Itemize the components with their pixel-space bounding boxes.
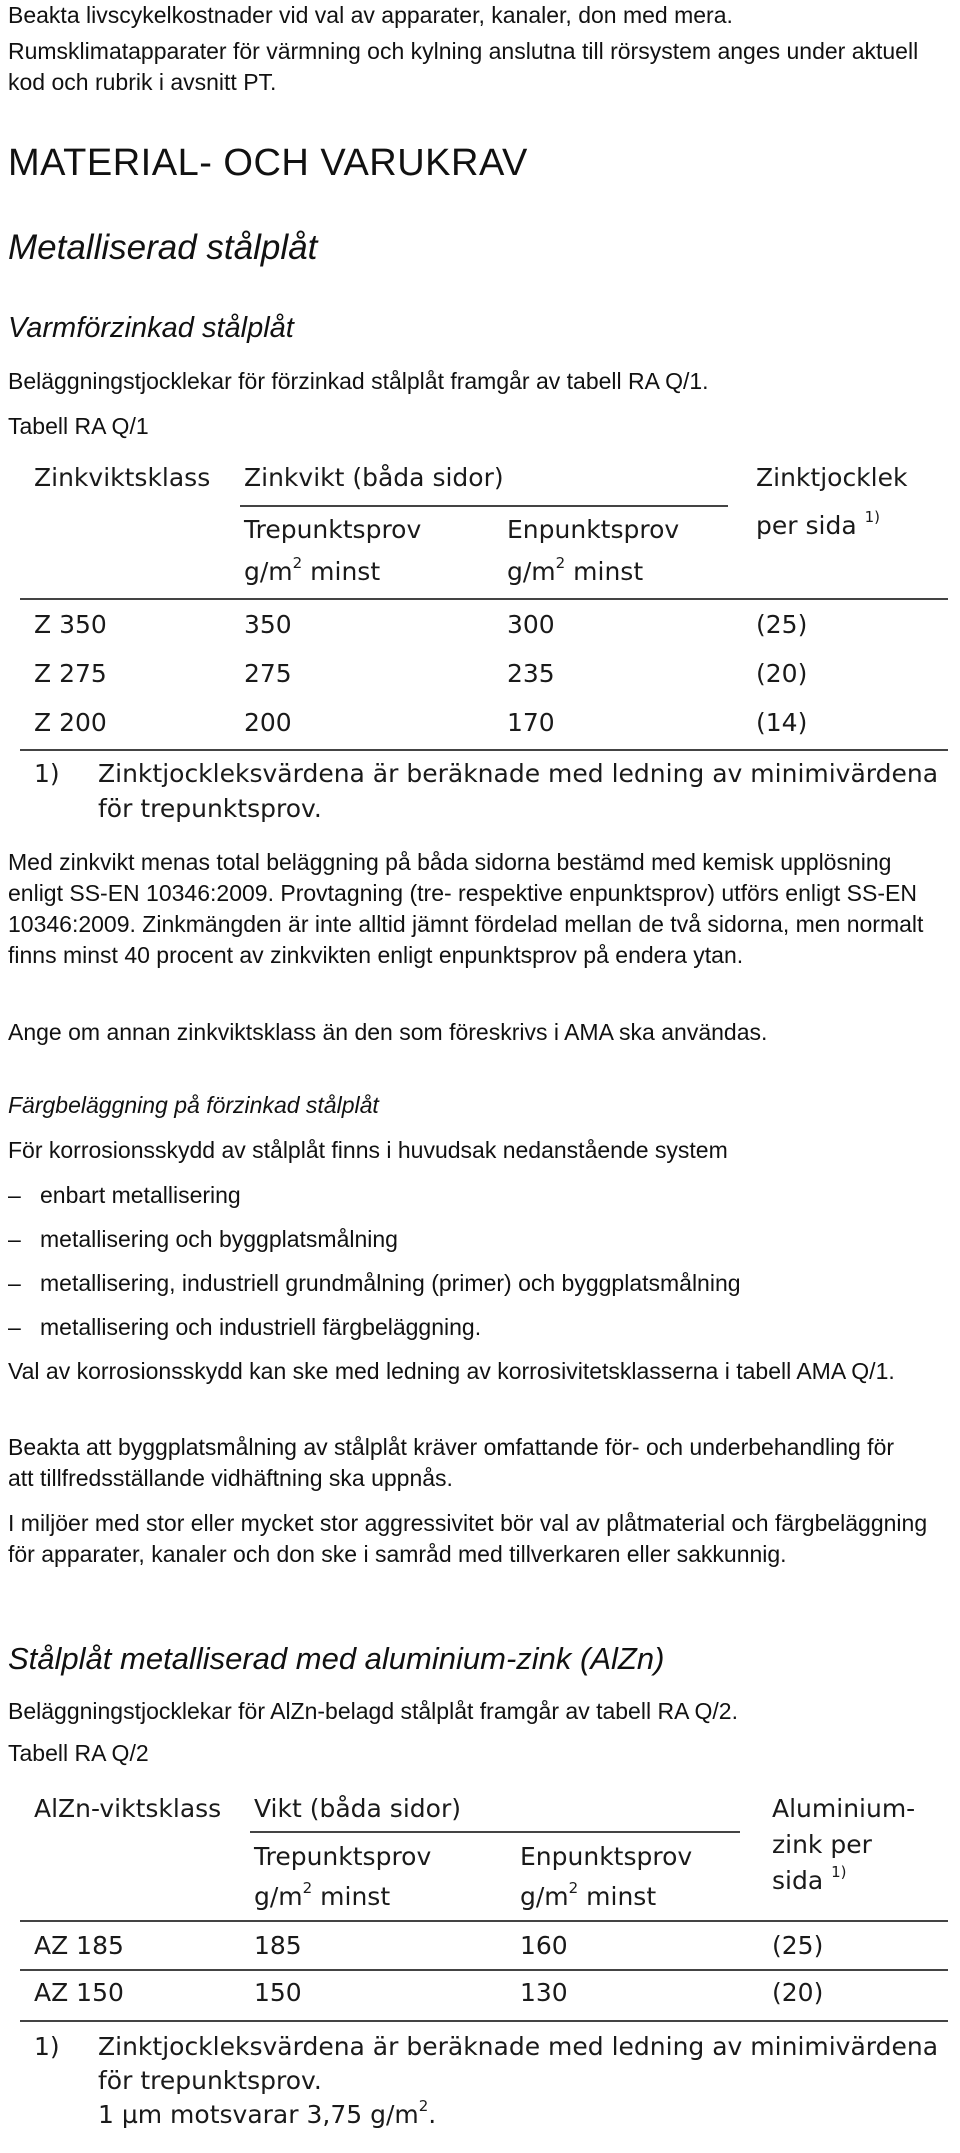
section2-lead: För korrosionsskydd av stålplåt finns i huvudsak nedanstående system — [8, 1137, 728, 1163]
table2-header-thickness-3: sida $^{1)}$ — [772, 1862, 847, 1895]
list-item-text: metallisering och industriell färgbeläggning. — [40, 1314, 482, 1340]
table1-footnote-line-2: för trepunktsprov. — [98, 794, 322, 823]
table2-header-thickness-2: zink per — [772, 1830, 872, 1859]
section1-paragraph-1: Med zinkvikt menas total beläggning på båda sidorna bestämd med kemisk upplösning enligt SS-EN 10346:2009. Provtagning (tre- respektive enpunktsprov) utförs enligt SS-EN 10346:2009. Zinkmängden är inte alltid jämnt fördelad mellan de två sidorna, men normalt finns minst 40 procent av zinkvikten enligt enpunktsprov på endera ytan. — [8, 849, 924, 968]
table-ra-q1 — [20, 455, 950, 835]
table2-row1-thickness: (25) — [772, 1931, 824, 1960]
table1-header-three-point: Trepunktsprov — [244, 515, 422, 544]
corrosion-system-list — [8, 1180, 952, 1343]
table1-unit-one-point: $g/m^2$ minst — [507, 553, 644, 586]
alzn-heading: Stålplåt metalliserad med aluminium-zink (AlZn) — [8, 1641, 665, 1676]
table1-row1-one: 300 — [507, 610, 555, 639]
table2-header-three-point: Trepunktsprov — [254, 1842, 432, 1871]
table1-row2-one: 235 — [507, 659, 555, 688]
table1-unit-three-point: $g/m^2$ minst — [244, 553, 381, 586]
main-heading: MATERIAL- OCH VARUKRAV — [8, 142, 528, 184]
table1-row1-three: 350 — [244, 610, 292, 639]
table2-header-thickness-1: Aluminium- — [772, 1794, 916, 1823]
table2-row2-one: 130 — [520, 1978, 568, 2007]
intro-line-2: Rumsklimatapparater för värmning och kylning anslutna till rörsystem anges under aktuell kod och rubrik i avsnitt PT. — [8, 38, 919, 95]
table2-row1-three: 185 — [254, 1931, 302, 1960]
table1-row2-thickness: (20) — [756, 659, 808, 688]
table2-header-group: Vikt (båda sidor) — [254, 1794, 461, 1823]
table1-row3-one: 170 — [507, 708, 555, 737]
table1-header-thickness-1: Zinktjocklek — [756, 463, 908, 492]
table2-unit-one-point: $g/m^2$ minst — [520, 1878, 657, 1911]
table2-footnote-line-1: Zinktjockleksvärdena är beräknade med ledning av minimivärdena — [98, 2032, 939, 2061]
table-ra-q2 — [20, 1784, 950, 2152]
list-item-text: metallisering, industriell grundmålning (primer) och byggplatsmålning — [40, 1270, 741, 1296]
intro-line-1: Beakta livscykelkostnader vid val av apparater, kanaler, don med mera. — [8, 2, 733, 28]
table1-row2-class: Z 275 — [34, 659, 107, 688]
table2-group-rule — [250, 1831, 740, 1833]
section1-paragraph-2: Ange om annan zinkviktsklass än den som föreskrivs i AMA ska användas. — [8, 1019, 768, 1045]
table2-bottom-rule — [20, 2020, 948, 2022]
table1-row1-class: Z 350 — [34, 610, 107, 639]
dash-icon: – — [8, 1270, 21, 1296]
table2-row1-class: AZ 185 — [34, 1931, 124, 1960]
table1-header-group: Zinkvikt (båda sidor) — [244, 463, 504, 492]
list-item — [8, 1224, 952, 1255]
section1-lead: Beläggningstjocklekar för förzinkad stålplåt framgår av tabell RA Q/1. — [8, 368, 709, 394]
table1-row3-three: 200 — [244, 708, 292, 737]
table2-header-class: AlZn-viktsklass — [34, 1794, 222, 1823]
list-item — [8, 1312, 952, 1343]
table2-header-rule — [20, 1920, 948, 1922]
list-item-text: enbart metallisering — [40, 1182, 241, 1208]
table1-row3-class: Z 200 — [34, 708, 107, 737]
list-item-text: metallisering och byggplatsmålning — [40, 1226, 398, 1252]
section2-paragraph-2: Beakta att byggplatsmålning av stålplåt kräver omfattande för- och underbehandling för att tillfredsställande vidhäftning ska uppnås. — [8, 1434, 895, 1491]
dash-icon: – — [8, 1226, 21, 1252]
table1-bottom-rule — [20, 749, 948, 751]
table2-row2-three: 150 — [254, 1978, 302, 2007]
table2-footnote-line-2: för trepunktsprov. — [98, 2066, 322, 2095]
table2-footnote-number: 1) — [34, 2032, 60, 2061]
table1-caption: Tabell RA Q/1 — [8, 413, 149, 439]
table1-footnote-number: 1) — [34, 759, 60, 788]
hot-dip-heading: Varmförzinkad stålplåt — [8, 312, 294, 344]
table2-row1-one: 160 — [520, 1931, 568, 1960]
list-item — [8, 1180, 952, 1211]
table2-footnote-line-3: 1 µm motsvarar 3,75 $g/m^2$. — [98, 2096, 437, 2129]
table2-caption: Tabell RA Q/2 — [8, 1740, 149, 1766]
table1-row1-thickness: (25) — [756, 610, 808, 639]
table2-unit-three-point: $g/m^2$ minst — [254, 1878, 391, 1911]
table1-footnote-line-1: Zinktjockleksvärdena är beräknade med ledning av minimivärdena — [98, 759, 939, 788]
dash-icon: – — [8, 1314, 21, 1340]
table2-row2-thickness: (20) — [772, 1978, 824, 2007]
metallized-heading: Metalliserad stålplåt — [8, 228, 318, 267]
dash-icon: – — [8, 1182, 21, 1208]
table1-row2-three: 275 — [244, 659, 292, 688]
table2-header-one-point: Enpunktsprov — [520, 1842, 693, 1871]
section2-paragraph-3: I miljöer med stor eller mycket stor aggressivitet bör val av plåtmaterial och färgbeläggning för apparater, kanaler och don ske i samråd med tillverkaren eller sakkunnig. — [8, 1510, 928, 1567]
table1-group-rule — [240, 505, 728, 507]
table1-header-class: Zinkviktsklass — [34, 463, 211, 492]
table1-header-rule — [20, 598, 948, 600]
table1-row3-thickness: (14) — [756, 708, 808, 737]
table1-header-thickness-2: per sida $^{1)}$ — [756, 507, 880, 540]
section2-paragraph-1: Val av korrosionsskydd kan ske med ledning av korrosivitetsklasserna i tabell AMA Q/1. — [8, 1358, 895, 1384]
list-item — [8, 1268, 952, 1299]
table2-row2-class: AZ 150 — [34, 1978, 124, 2007]
table1-header-one-point: Enpunktsprov — [507, 515, 680, 544]
color-coating-heading: Färgbeläggning på förzinkad stålplåt — [8, 1092, 379, 1118]
section3-lead: Beläggningstjocklekar för AlZn-belagd stålplåt framgår av tabell RA Q/2. — [8, 1698, 738, 1724]
table2-row-rule — [20, 1969, 948, 1971]
